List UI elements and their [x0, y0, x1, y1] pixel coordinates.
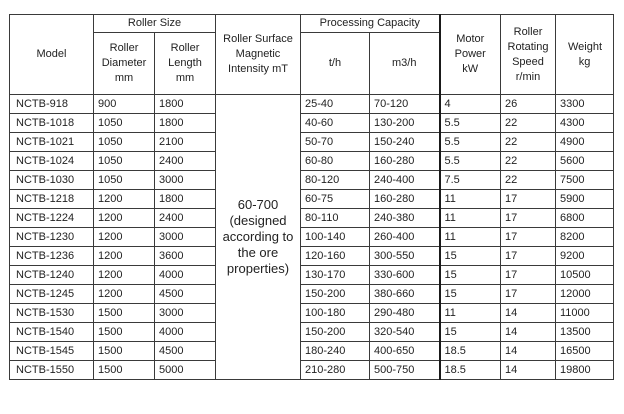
cell-capacity-m3h: 320-540 [370, 323, 440, 342]
cell-weight: 9200 [556, 247, 614, 266]
cell-roller-diameter: 1200 [94, 209, 155, 228]
cell-capacity-th: 120-160 [301, 247, 370, 266]
cell-motor-power: 18.5 [440, 342, 501, 361]
cell-capacity-m3h: 260-400 [370, 228, 440, 247]
cell-roller-length: 3000 [155, 228, 216, 247]
cell-roller-diameter: 1200 [94, 190, 155, 209]
table-row [10, 171, 614, 190]
cell-roller-diameter: 1050 [94, 171, 155, 190]
table-row [10, 152, 614, 171]
cell-model: NCTB-1530 [10, 304, 94, 323]
header-processing-capacity: Processing Capacity [301, 15, 440, 33]
header-model: Model [10, 15, 94, 95]
cell-model: NCTB-1018 [10, 114, 94, 133]
table-row [10, 247, 614, 266]
cell-surface-intensity: 60-700 (designed according to the ore properties) [216, 95, 301, 380]
cell-model: NCTB-1218 [10, 190, 94, 209]
cell-roller-diameter: 1050 [94, 133, 155, 152]
header-capacity-m3h: m3/h [370, 33, 440, 95]
cell-capacity-th: 50-70 [301, 133, 370, 152]
cell-roller-diameter: 1050 [94, 114, 155, 133]
table-row [10, 323, 614, 342]
table-row [10, 133, 614, 152]
cell-weight: 6800 [556, 209, 614, 228]
header-rotating-speed: Roller Rotating Speed r/min [501, 15, 556, 95]
cell-weight: 13500 [556, 323, 614, 342]
cell-capacity-m3h: 130-200 [370, 114, 440, 133]
cell-capacity-th: 80-120 [301, 171, 370, 190]
header-motor-power: Motor Power kW [440, 15, 501, 95]
cell-capacity-th: 180-240 [301, 342, 370, 361]
cell-rotating-speed: 22 [501, 171, 556, 190]
cell-roller-diameter: 1500 [94, 361, 155, 380]
table-header [10, 15, 614, 95]
cell-rotating-speed: 14 [501, 342, 556, 361]
header-weight: Weight kg [556, 15, 614, 95]
cell-rotating-speed: 22 [501, 152, 556, 171]
cell-motor-power: 11 [440, 228, 501, 247]
cell-weight: 5600 [556, 152, 614, 171]
cell-roller-diameter: 1500 [94, 342, 155, 361]
cell-rotating-speed: 14 [501, 361, 556, 380]
cell-capacity-m3h: 240-400 [370, 171, 440, 190]
cell-motor-power: 4 [440, 95, 501, 114]
cell-roller-diameter: 1200 [94, 266, 155, 285]
cell-capacity-th: 210-280 [301, 361, 370, 380]
cell-motor-power: 11 [440, 209, 501, 228]
cell-roller-length: 4500 [155, 342, 216, 361]
cell-model: NCTB-1245 [10, 285, 94, 304]
cell-motor-power: 5.5 [440, 114, 501, 133]
cell-roller-length: 1800 [155, 190, 216, 209]
cell-motor-power: 15 [440, 247, 501, 266]
cell-roller-length: 2400 [155, 152, 216, 171]
cell-model: NCTB-1540 [10, 323, 94, 342]
cell-roller-length: 4500 [155, 285, 216, 304]
header-capacity-th: t/h [301, 33, 370, 95]
cell-weight: 7500 [556, 171, 614, 190]
cell-weight: 11000 [556, 304, 614, 323]
cell-model: NCTB-918 [10, 95, 94, 114]
cell-rotating-speed: 17 [501, 266, 556, 285]
header-surface-intensity: Roller Surface Magnetic Intensity mT [216, 15, 301, 95]
cell-model: NCTB-1230 [10, 228, 94, 247]
cell-roller-diameter: 1500 [94, 323, 155, 342]
cell-rotating-speed: 26 [501, 95, 556, 114]
cell-capacity-m3h: 70-120 [370, 95, 440, 114]
cell-roller-length: 3000 [155, 304, 216, 323]
cell-capacity-th: 150-200 [301, 323, 370, 342]
cell-motor-power: 5.5 [440, 133, 501, 152]
cell-roller-length: 5000 [155, 361, 216, 380]
cell-roller-length: 1800 [155, 114, 216, 133]
header-roller-length: Roller Length mm [155, 33, 216, 95]
table-row [10, 361, 614, 380]
table-row [10, 304, 614, 323]
cell-roller-length: 3000 [155, 171, 216, 190]
table-row [10, 209, 614, 228]
table-row [10, 114, 614, 133]
cell-capacity-m3h: 500-750 [370, 361, 440, 380]
cell-roller-diameter: 1200 [94, 247, 155, 266]
cell-model: NCTB-1545 [10, 342, 94, 361]
cell-rotating-speed: 17 [501, 285, 556, 304]
cell-capacity-th: 40-60 [301, 114, 370, 133]
cell-roller-length: 2400 [155, 209, 216, 228]
cell-roller-length: 4000 [155, 323, 216, 342]
cell-motor-power: 11 [440, 190, 501, 209]
cell-roller-length: 4000 [155, 266, 216, 285]
cell-rotating-speed: 22 [501, 133, 556, 152]
cell-rotating-speed: 22 [501, 114, 556, 133]
cell-roller-diameter: 1050 [94, 152, 155, 171]
table-row [10, 342, 614, 361]
cell-model: NCTB-1024 [10, 152, 94, 171]
cell-model: NCTB-1030 [10, 171, 94, 190]
cell-weight: 10500 [556, 266, 614, 285]
cell-motor-power: 15 [440, 266, 501, 285]
cell-roller-length: 2100 [155, 133, 216, 152]
cell-rotating-speed: 17 [501, 190, 556, 209]
cell-roller-diameter: 1500 [94, 304, 155, 323]
header-roller-size: Roller Size [94, 15, 216, 33]
cell-capacity-th: 60-80 [301, 152, 370, 171]
table-row [10, 285, 614, 304]
cell-model: NCTB-1550 [10, 361, 94, 380]
cell-weight: 5900 [556, 190, 614, 209]
cell-capacity-th: 100-140 [301, 228, 370, 247]
cell-rotating-speed: 17 [501, 209, 556, 228]
cell-roller-diameter: 1200 [94, 285, 155, 304]
cell-weight: 3300 [556, 95, 614, 114]
cell-model: NCTB-1236 [10, 247, 94, 266]
table-row [10, 95, 614, 114]
cell-capacity-m3h: 160-280 [370, 190, 440, 209]
cell-model: NCTB-1240 [10, 266, 94, 285]
cell-capacity-th: 60-75 [301, 190, 370, 209]
cell-weight: 4300 [556, 114, 614, 133]
table-row [10, 266, 614, 285]
cell-motor-power: 18.5 [440, 361, 501, 380]
cell-rotating-speed: 14 [501, 304, 556, 323]
cell-weight: 8200 [556, 228, 614, 247]
table-row [10, 190, 614, 209]
cell-rotating-speed: 17 [501, 228, 556, 247]
cell-capacity-m3h: 150-240 [370, 133, 440, 152]
cell-rotating-speed: 14 [501, 323, 556, 342]
cell-capacity-th: 80-110 [301, 209, 370, 228]
cell-motor-power: 11 [440, 304, 501, 323]
cell-capacity-m3h: 300-550 [370, 247, 440, 266]
cell-weight: 16500 [556, 342, 614, 361]
cell-capacity-th: 150-200 [301, 285, 370, 304]
cell-capacity-th: 25-40 [301, 95, 370, 114]
cell-roller-length: 1800 [155, 95, 216, 114]
header-roller-diameter: Roller Diameter mm [94, 33, 155, 95]
spec-table [9, 14, 614, 380]
table-row [10, 228, 614, 247]
cell-roller-length: 3600 [155, 247, 216, 266]
cell-motor-power: 5.5 [440, 152, 501, 171]
cell-capacity-m3h: 330-600 [370, 266, 440, 285]
cell-model: NCTB-1021 [10, 133, 94, 152]
cell-model: NCTB-1224 [10, 209, 94, 228]
table-body [10, 95, 614, 380]
cell-weight: 12000 [556, 285, 614, 304]
cell-roller-diameter: 1200 [94, 228, 155, 247]
cell-weight: 4900 [556, 133, 614, 152]
cell-weight: 19800 [556, 361, 614, 380]
cell-capacity-m3h: 290-480 [370, 304, 440, 323]
cell-rotating-speed: 17 [501, 247, 556, 266]
cell-capacity-th: 100-180 [301, 304, 370, 323]
cell-capacity-m3h: 380-660 [370, 285, 440, 304]
cell-capacity-m3h: 240-380 [370, 209, 440, 228]
cell-roller-diameter: 900 [94, 95, 155, 114]
cell-capacity-m3h: 400-650 [370, 342, 440, 361]
cell-motor-power: 15 [440, 285, 501, 304]
cell-motor-power: 15 [440, 323, 501, 342]
cell-capacity-th: 130-170 [301, 266, 370, 285]
cell-motor-power: 7.5 [440, 171, 501, 190]
cell-capacity-m3h: 160-280 [370, 152, 440, 171]
